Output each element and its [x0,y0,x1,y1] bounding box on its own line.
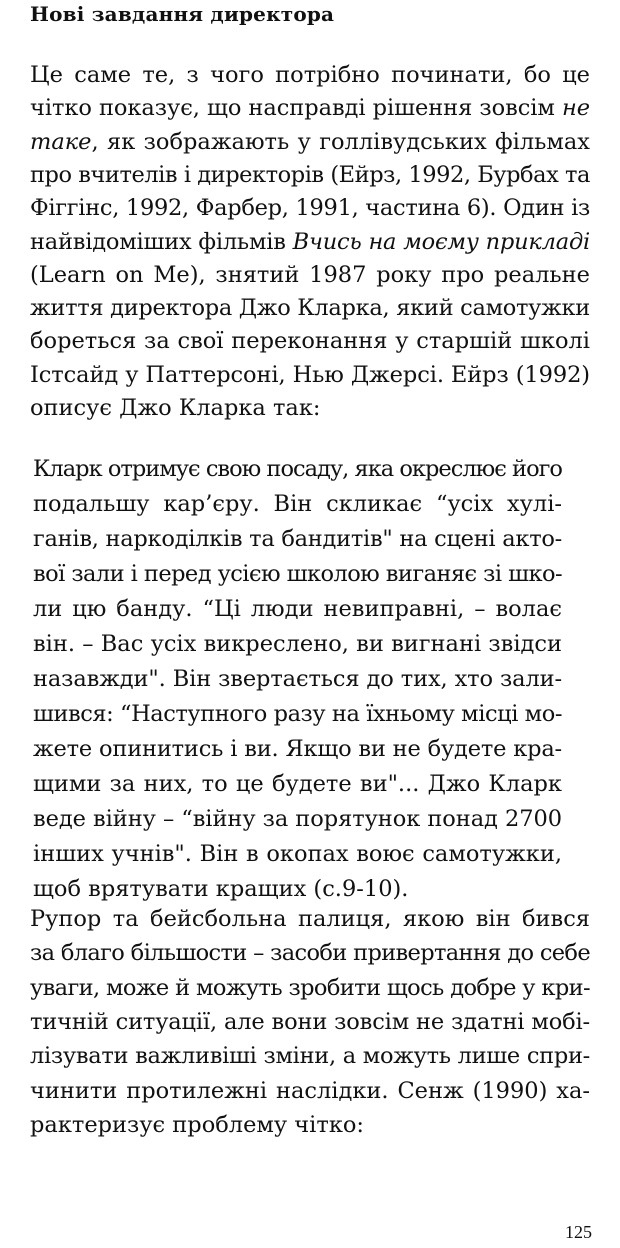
text-line: лізувати важливіші зміни, а можуть лише спри- [30,1043,590,1070]
text-run: , як зображають у голлівудських фільмах [91,128,590,155]
quote-line: жете опинитись і ви. Якщо ви не будете кра- [33,736,562,762]
text-line: тичній ситуації, але вони зовсім не здатні мобі- [30,1008,590,1035]
text-line [30,291,590,325]
text-run: чітко показує, що насправді рішення зовсім [30,95,562,122]
text-run: Істсайд у Паттерсоні, Нью Джерсі. Ейрз (1992) [30,361,590,388]
text-line [30,58,590,92]
text-line: Рупор та бейсбольна палиця, якою він бився [30,906,590,932]
text-run: Фіггінс, 1992, Фарбер, 1991, частина 6). Один із [30,195,590,222]
quote-line: ли цю банду. “Ці люди невиправні, – волає [33,596,562,622]
text-run: життя директора Джо Кларка, який самотужки [30,295,590,322]
section-heading: Нові завдання директора [30,2,335,26]
text-line [30,225,590,259]
text-run: Це саме те, з чого потрібно починати, бо це [30,62,590,88]
text-run: бореться за свої переконання у старшій школі [30,328,590,355]
quote-line: інших учнів". Він в окопах воює самотужки, [33,841,562,867]
quote-line: шився: “Наступного разу на їхньому місці мо- [33,701,562,727]
text-line [30,324,590,358]
text-line [30,358,590,392]
text-line: за благо більшости – засоби привертання до себе [30,940,590,967]
text-line: уваги, може й можуть зробити щось добре у кри- [30,974,590,1001]
quote-line: ганів, наркоділків та бандитів" на сцені акто- [33,526,562,552]
quote-line: він. – Вас усіх викреслено, ви вигнані звідси [33,631,562,657]
italic-text: таке [30,128,92,155]
text-line [30,191,590,225]
quote-line: щоб врятувати кращих (с.9-10). [33,876,409,902]
text-run: (Learn on Me), знятий 1987 року про реальне [30,261,590,288]
quote-line: вої зали і перед усією школою виганяє зі шко- [33,561,562,587]
text-line [30,391,320,425]
quote-line: щими за них, то це будете ви"... Джо Кларк [33,771,562,797]
text-line: чинити протилежні наслідки. Сенж (1990) ха- [30,1077,590,1104]
quote-line: назавжди". Він звертається до тих, хто зали- [33,666,562,692]
text-run: найвідоміших фільмів [30,228,293,255]
text-line [30,125,590,159]
text-line [30,258,590,292]
text-run: про вчителів і директорів (Ейрз, 1992, Бурбах та [30,161,590,188]
quote-line: Кларк отримує свою посаду, яка окреслює його [33,456,562,482]
text-line: рактеризує проблему чітко: [30,1111,365,1138]
text-line [30,158,590,192]
text-line [30,91,590,125]
text-run: описує Джо Кларка так: [30,395,321,421]
italic-text: Вчись на моєму прикладі [292,228,590,255]
italic-text: не [561,95,591,122]
page-number: 125 [565,1222,592,1242]
quote-line: веде війну – “війну за порятунок понад 2700 [33,806,562,832]
quote-line: подальшу кар’єру. Він скликає “усіх хулі- [33,491,562,517]
